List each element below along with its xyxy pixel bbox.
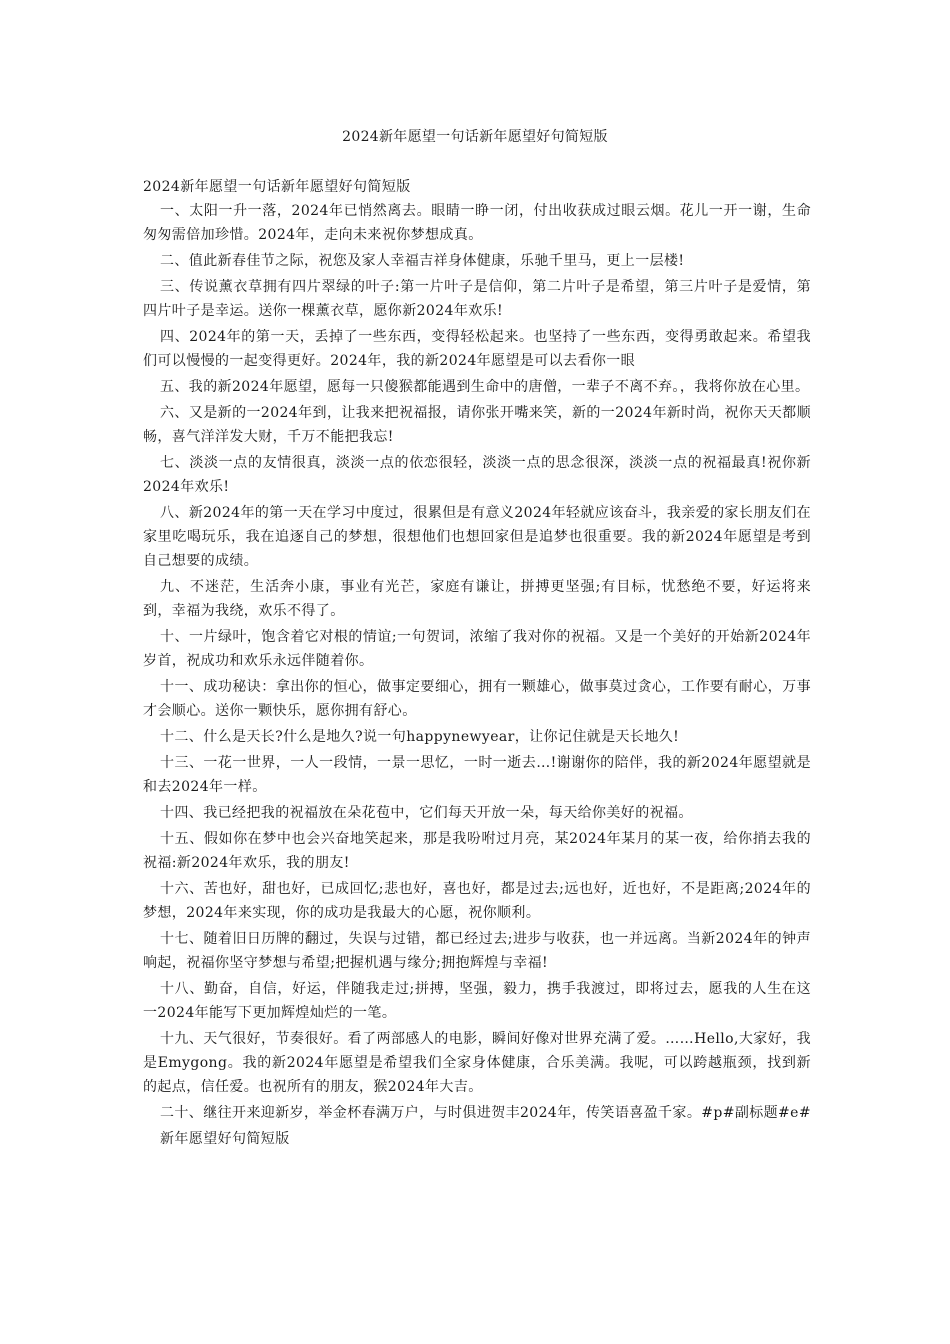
paragraph-1: 一、太阳一升一落，2024年已悄然离去。眼睛一睁一闭，付出收获成过眼云烟。花儿一开一谢，生命匆匆需倍加珍惜。2024年，走向未来祝你梦想成真。 bbox=[143, 202, 811, 243]
paragraph-15: 十五、假如你在梦中也会兴奋地笑起来，那是我吩咐过月亮，某2024年某月的某一夜，给你捎去我的祝福:新2024年欢乐，我的朋友! bbox=[143, 831, 811, 872]
document-subtitle: 2024新年愿望一句话新年愿望好句简短版 bbox=[143, 179, 411, 195]
paragraph-18: 十八、勤奋，自信，好运，伴随我走过;拼搏，坚强，毅力，携手我渡过，即将过去，愿我的人生在这一2024年能写下更加辉煌灿烂的一笔。 bbox=[143, 981, 811, 1022]
paragraph-2: 二、值此新春佳节之际，祝您及家人幸福吉祥身体健康，乐驰千里马，更上一层楼! bbox=[160, 252, 685, 269]
paragraph-11: 十一、成功秘诀：拿出你的恒心，做事定要细心，拥有一颗雄心，做事莫过贪心，工作要有耐心，万事才会顺心。送你一颗快乐，愿你拥有舒心。 bbox=[143, 679, 811, 719]
paragraph-6: 六、又是新的一2024年到，让我来把祝福报，请你张开嘴来笑，新的一2024年新时尚，祝你天天都顺畅，喜气洋洋发大财，千万不能把我忘! bbox=[143, 405, 811, 445]
paragraph-14: 十四、我已经把我的祝福放在朵花苞中，它们每天开放一朵，每天给你美好的祝福。 bbox=[160, 805, 693, 822]
paragraph-9: 九、不迷茫，生活奔小康，事业有光芒，家庭有谦让，拼搏更坚强;有目标，忧愁绝不要，好运将来到，幸福为我绕，欢乐不得了。 bbox=[143, 579, 811, 619]
paragraph-17: 十七、随着旧日历牌的翻过，失误与过错，都已经过去;进步与收获，也一并远离。当新2024年的钟声响起，祝福你坚守梦想与希望;把握机遇与缘分;拥抱辉煌与幸福! bbox=[143, 931, 811, 972]
paragraph-5: 五、我的新2024年愿望，愿每一只傻猴都能遇到生命中的唐僧，一辈子不离不弃。，我将你放在心里。 bbox=[160, 379, 810, 395]
paragraph-3: 三、传说薰衣草拥有四片翠绿的叶子:第一片叶子是信仰，第二片叶子是希望，第三片叶子是爱情，第四片叶子是幸运。送你一棵薰衣草，愿你新2024年欢乐! bbox=[143, 279, 811, 319]
paragraph-12: 十二、什么是天长?什么是地久?说一句happynewyear，让你记住就是天长地久! bbox=[160, 729, 680, 745]
section-subtitle: 新年愿望好句简短版 bbox=[160, 1131, 290, 1148]
paragraph-20: 二十、继往开来迎新岁，举金杯春满万户，与时俱进贺丰2024年，传笑语喜盈千家。#p#副标题#e# bbox=[160, 1105, 811, 1122]
paragraph-16: 十六、苦也好，甜也好，已成回忆;悲也好，喜也好，都是过去;远也好，近也好，不是距离;2024年的梦想，2024年来实现，你的成功是我最大的心愿，祝你顺利。 bbox=[143, 881, 811, 922]
document-title: 2024新年愿望一句话新年愿望好句简短版 bbox=[342, 129, 608, 145]
paragraph-8: 八、新2024年的第一天在学习中度过，很累但是有意义2024年轻就应该奋斗，我亲爱的家长朋友们在家里吃喝玩乐，我在追逐自己的梦想，很想他们也想回家但是追梦也很重要。我的新2024年愿望是考到自己想要的成绩。 bbox=[143, 505, 811, 569]
paragraph-7: 七、淡淡一点的友情很真，淡淡一点的依恋很轻，淡淡一点的思念很深，淡淡一点的祝福最真!祝你新2024年欢乐! bbox=[143, 455, 811, 495]
document-body bbox=[143, 176, 811, 1152]
paragraph-19: 十九、天气很好，节奏很好。看了两部感人的电影，瞬间好像对世界充满了爱。……Hello,大家好，我是Emygong。我的新2024年愿望是希望我们全家身体健康，合乐美满。我呢，可以跨越瓶颈，找到新的起点，信任爱。也祝所有的朋友，猴2024年大吉。 bbox=[143, 1031, 811, 1095]
paragraph-4: 四、2024年的第一天，丢掉了一些东西，变得轻松起来。也坚持了一些东西，变得勇敢起来。希望我们可以慢慢的一起变得更好。2024年，我的新2024年愿望是可以去看你一眼 bbox=[143, 329, 811, 369]
paragraph-13: 十三、一花一世界，一人一段情，一景一思忆，一时一逝去…!谢谢你的陪伴，我的新2024年愿望就是和去2024年一样。 bbox=[143, 755, 811, 795]
paragraph-10: 十、一片绿叶，饱含着它对根的情谊;一句贺词，浓缩了我对你的祝福。又是一个美好的开始新2024年岁首，祝成功和欢乐永远伴随着你。 bbox=[143, 629, 811, 669]
